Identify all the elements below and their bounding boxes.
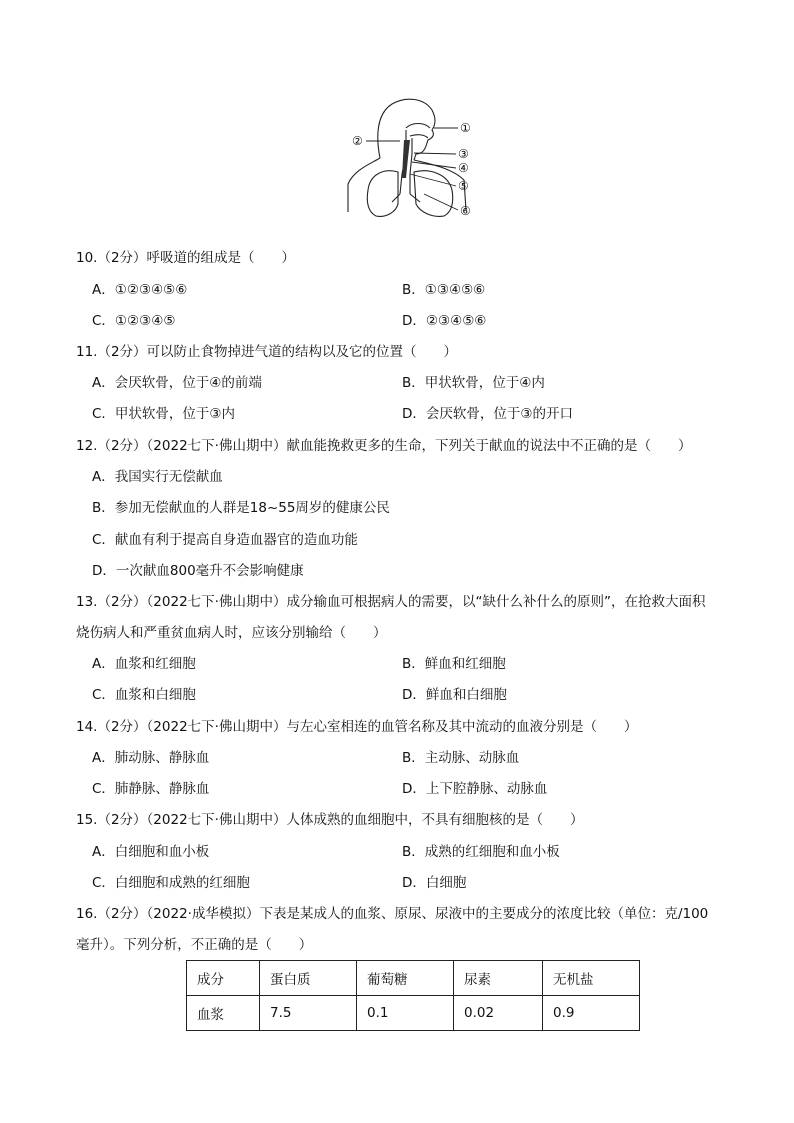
diagram-label-2: ②	[352, 134, 363, 148]
nasal-cavity	[406, 124, 430, 129]
question-11-option-c[interactable]: C．甲状软骨，位于③内	[92, 406, 236, 422]
question-10-option-b[interactable]: B．①③④⑤⑥	[402, 282, 486, 298]
table-cell: 0.1	[357, 996, 454, 1031]
diagram-label-3: ③	[458, 147, 469, 161]
table-header-cell: 蛋白质	[260, 961, 357, 996]
diagram-label-4: ④	[458, 161, 469, 175]
question-15-option-d[interactable]: D．白细胞	[402, 875, 467, 891]
question-11-option-a[interactable]: A．会厌软骨，位于④的前端	[92, 375, 262, 391]
table-cell: 0.9	[543, 996, 640, 1031]
question-13-stem-line2: 烧伤病人和严重贫血病人时，应该分别输给（ ）	[76, 625, 387, 641]
oral-cavity	[410, 135, 428, 138]
question-12-option-a[interactable]: A．我国实行无偿献血	[92, 469, 223, 485]
table-cell: 0.02	[454, 996, 543, 1031]
table-row	[187, 996, 640, 1031]
left-lung	[367, 171, 398, 217]
question-12-option-c[interactable]: C．献血有利于提高自身造血器官的造血功能	[92, 532, 358, 548]
question-12-option-b[interactable]: B．参加无偿献血的人群是18~55周岁的健康公民	[92, 500, 390, 516]
question-12-stem: 12.（2分）（2022七下·佛山期中）献血能挽救更多的生命，下列关于献血的说法中不正确的是（ ）	[76, 438, 692, 454]
question-16-stem-line2: 毫升）。下列分析，不正确的是（ ）	[76, 937, 313, 953]
question-13-stem: 13.（2分）（2022七下·佛山期中）成分输血可根据病人的需要，以“缺什么补什么的原则”，在抢救大面积	[76, 594, 706, 610]
question-10-option-d[interactable]: D．②③④⑤⑥	[402, 313, 487, 329]
respiratory-system-diagram	[340, 94, 480, 224]
diagram-label-6: ⑥	[460, 204, 471, 218]
diagram-label-1: ①	[460, 121, 471, 135]
question-14-option-a[interactable]: A．肺动脉、静脉血	[92, 750, 210, 766]
question-14-option-b[interactable]: B．主动脉、动脉血	[402, 750, 520, 766]
table-cell: 血浆	[187, 996, 260, 1031]
body-outline	[348, 158, 380, 212]
blood-composition-table	[186, 960, 640, 1031]
question-14-option-c[interactable]: C．肺静脉、静脉血	[92, 781, 210, 797]
question-11-option-b[interactable]: B．甲状软骨，位于④内	[402, 375, 545, 391]
table-header-cell: 成分	[187, 961, 260, 996]
table-cell: 7.5	[260, 996, 357, 1031]
diagram-label-5: ⑤	[458, 179, 469, 193]
question-13-option-b[interactable]: B．鲜血和红细胞	[402, 656, 506, 672]
right-lung	[414, 171, 453, 217]
question-12-option-d[interactable]: D．一次献血800毫升不会影响健康	[92, 563, 304, 579]
question-14-option-d[interactable]: D．上下腔静脉、动脉血	[402, 781, 548, 797]
question-10-option-a[interactable]: A．①②③④⑤⑥	[92, 282, 188, 298]
table-header-cell: 无机盐	[543, 961, 640, 996]
question-15-stem: 15.（2分）（2022七下·佛山期中）人体成熟的血细胞中，不具有细胞核的是（ ）	[76, 812, 584, 828]
question-13-option-c[interactable]: C．血浆和白细胞	[92, 687, 196, 703]
table-header-cell: 尿素	[454, 961, 543, 996]
question-15-option-c[interactable]: C．白细胞和成熟的红细胞	[92, 875, 250, 891]
table-header-row	[187, 961, 640, 996]
question-16-stem: 16.（2分）（2022·成华模拟）下表是某成人的血浆、原尿、尿液中的主要成分的浓度比较（单位：克/100	[76, 906, 709, 922]
question-13-option-d[interactable]: D．鲜血和白细胞	[402, 687, 507, 703]
question-14-stem: 14.（2分）（2022七下·佛山期中）与左心室相连的血管名称及其中流动的血液分别是（ ）	[76, 719, 638, 735]
question-11-option-d[interactable]: D．会厌软骨，位于③的开口	[402, 406, 573, 422]
question-15-option-b[interactable]: B．成熟的红细胞和血小板	[402, 844, 560, 860]
question-11-stem: 11.（2分）可以防止食物掉进气道的结构以及它的位置（ ）	[76, 344, 458, 360]
question-13-option-a[interactable]: A．血浆和红细胞	[92, 656, 196, 672]
question-15-option-a[interactable]: A．白细胞和血小板	[92, 844, 210, 860]
question-10-option-c[interactable]: C．①②③④⑤	[92, 313, 176, 329]
question-10-stem: 10.（2分）呼吸道的组成是（ ）	[76, 250, 296, 266]
table-header-cell: 葡萄糖	[357, 961, 454, 996]
trachea-right	[410, 138, 412, 194]
